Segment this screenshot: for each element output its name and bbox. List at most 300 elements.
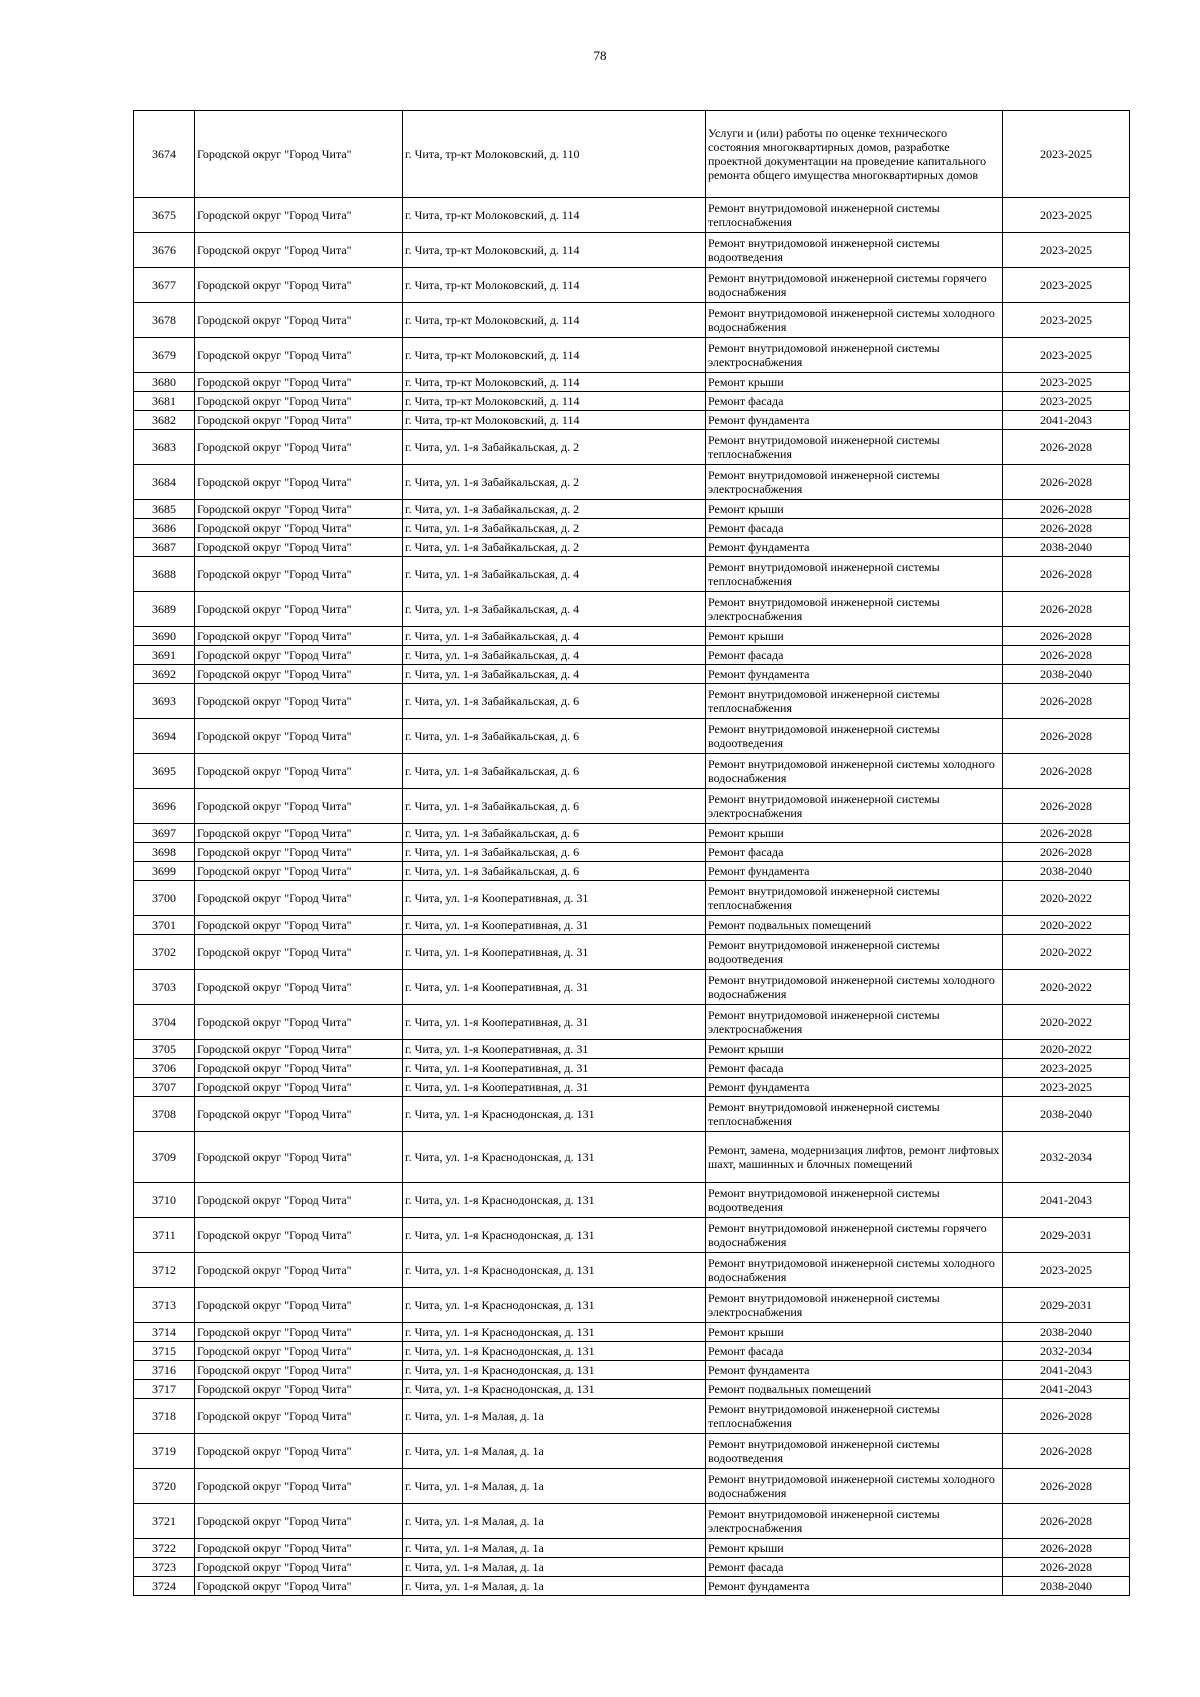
table-row (134, 519, 1130, 538)
address-cell: г. Чита, ул. 1-я Краснодонская, д. 131 (403, 1323, 706, 1342)
period-cell: 2026-2028 (1003, 1434, 1130, 1469)
municipality-cell: Городской округ "Город Чита" (195, 824, 403, 843)
work-type-cell: Ремонт фасада (706, 1059, 1003, 1078)
work-type-cell: Ремонт внутридомовой инженерной системы водоотведения (706, 1434, 1003, 1469)
row-number: 3683 (134, 430, 195, 465)
address-cell: г. Чита, ул. 1-я Кооперативная, д. 31 (403, 1059, 706, 1078)
row-number: 3704 (134, 1005, 195, 1040)
row-number: 3693 (134, 684, 195, 719)
row-number: 3711 (134, 1218, 195, 1253)
row-number: 3721 (134, 1504, 195, 1539)
work-type-cell: Ремонт фундамента (706, 862, 1003, 881)
row-number: 3706 (134, 1059, 195, 1078)
work-type-cell: Ремонт крыши (706, 1323, 1003, 1342)
work-type-cell: Ремонт фундамента (706, 1361, 1003, 1380)
period-cell: 2023-2025 (1003, 1078, 1130, 1097)
municipality-cell: Городской округ "Город Чита" (195, 1342, 403, 1361)
table-row (134, 1132, 1130, 1183)
row-number: 3714 (134, 1323, 195, 1342)
work-type-cell: Ремонт, замена, модернизация лифтов, ремонт лифтовых шахт, машинных и блочных помещений (706, 1132, 1003, 1183)
address-cell: г. Чита, ул. 1-я Малая, д. 1а (403, 1434, 706, 1469)
work-type-cell: Ремонт внутридомовой инженерной системы водоотведения (706, 1183, 1003, 1218)
period-cell: 2020-2022 (1003, 935, 1130, 970)
municipality-cell: Городской округ "Город Чита" (195, 1504, 403, 1539)
row-number: 3710 (134, 1183, 195, 1218)
table-row (134, 684, 1130, 719)
municipality-cell: Городской округ "Город Чита" (195, 719, 403, 754)
period-cell: 2026-2028 (1003, 719, 1130, 754)
address-cell: г. Чита, ул. 1-я Малая, д. 1а (403, 1577, 706, 1596)
repair-plan-body (134, 111, 1130, 1596)
municipality-cell: Городской округ "Город Чита" (195, 1558, 403, 1577)
row-number: 3718 (134, 1399, 195, 1434)
period-cell: 2041-2043 (1003, 1361, 1130, 1380)
period-cell: 2026-2028 (1003, 843, 1130, 862)
table-row (134, 1183, 1130, 1218)
work-type-cell: Ремонт внутридомовой инженерной системы электроснабжения (706, 592, 1003, 627)
address-cell: г. Чита, ул. 1-я Краснодонская, д. 131 (403, 1253, 706, 1288)
row-number: 3688 (134, 557, 195, 592)
table-row (134, 592, 1130, 627)
period-cell: 2023-2025 (1003, 338, 1130, 373)
address-cell: г. Чита, ул. 1-я Забайкальская, д. 4 (403, 627, 706, 646)
table-row (134, 233, 1130, 268)
table-row (134, 1040, 1130, 1059)
work-type-cell: Ремонт внутридомовой инженерной системы теплоснабжения (706, 1097, 1003, 1132)
address-cell: г. Чита, ул. 1-я Забайкальская, д. 4 (403, 592, 706, 627)
row-number: 3712 (134, 1253, 195, 1288)
address-cell: г. Чита, ул. 1-я Забайкальская, д. 6 (403, 684, 706, 719)
address-cell: г. Чита, ул. 1-я Краснодонская, д. 131 (403, 1288, 706, 1323)
work-type-cell: Ремонт внутридомовой инженерной системы холодного водоснабжения (706, 1253, 1003, 1288)
address-cell: г. Чита, тр-кт Молоковский, д. 114 (403, 373, 706, 392)
period-cell: 2023-2025 (1003, 303, 1130, 338)
period-cell: 2026-2028 (1003, 1504, 1130, 1539)
work-type-cell: Ремонт внутридомовой инженерной системы теплоснабжения (706, 430, 1003, 465)
table-row (134, 1288, 1130, 1323)
address-cell: г. Чита, ул. 1-я Краснодонская, д. 131 (403, 1380, 706, 1399)
municipality-cell: Городской округ "Город Чита" (195, 754, 403, 789)
municipality-cell: Городской округ "Город Чита" (195, 1059, 403, 1078)
row-number: 3681 (134, 392, 195, 411)
table-row (134, 111, 1130, 198)
address-cell: г. Чита, ул. 1-я Малая, д. 1а (403, 1469, 706, 1504)
table-row (134, 719, 1130, 754)
work-type-cell: Ремонт внутридомовой инженерной системы электроснабжения (706, 465, 1003, 500)
table-row (134, 303, 1130, 338)
period-cell: 2023-2025 (1003, 392, 1130, 411)
row-number: 3678 (134, 303, 195, 338)
table-row (134, 198, 1130, 233)
period-cell: 2026-2028 (1003, 465, 1130, 500)
period-cell: 2026-2028 (1003, 592, 1130, 627)
address-cell: г. Чита, ул. 1-я Кооперативная, д. 31 (403, 935, 706, 970)
period-cell: 2026-2028 (1003, 754, 1130, 789)
row-number: 3685 (134, 500, 195, 519)
work-type-cell: Ремонт внутридомовой инженерной системы водоотведения (706, 233, 1003, 268)
municipality-cell: Городской округ "Город Чита" (195, 411, 403, 430)
period-cell: 2020-2022 (1003, 1005, 1130, 1040)
table-row (134, 862, 1130, 881)
address-cell: г. Чита, ул. 1-я Забайкальская, д. 6 (403, 824, 706, 843)
row-number: 3676 (134, 233, 195, 268)
municipality-cell: Городской округ "Город Чита" (195, 881, 403, 916)
address-cell: г. Чита, ул. 1-я Забайкальская, д. 4 (403, 557, 706, 592)
table-row (134, 843, 1130, 862)
table-row (134, 557, 1130, 592)
row-number: 3700 (134, 881, 195, 916)
table-row (134, 1323, 1130, 1342)
table-row (134, 646, 1130, 665)
work-type-cell: Ремонт внутридомовой инженерной системы теплоснабжения (706, 557, 1003, 592)
address-cell: г. Чита, ул. 1-я Кооперативная, д. 31 (403, 881, 706, 916)
table-row (134, 392, 1130, 411)
municipality-cell: Городской округ "Город Чита" (195, 233, 403, 268)
address-cell: г. Чита, тр-кт Молоковский, д. 114 (403, 338, 706, 373)
period-cell: 2020-2022 (1003, 1040, 1130, 1059)
work-type-cell: Ремонт фундамента (706, 538, 1003, 557)
period-cell: 2026-2028 (1003, 1469, 1130, 1504)
row-number: 3709 (134, 1132, 195, 1183)
work-type-cell: Ремонт фундамента (706, 665, 1003, 684)
address-cell: г. Чита, ул. 1-я Краснодонская, д. 131 (403, 1183, 706, 1218)
row-number: 3696 (134, 789, 195, 824)
period-cell: 2023-2025 (1003, 373, 1130, 392)
municipality-cell: Городской округ "Город Чита" (195, 111, 403, 198)
address-cell: г. Чита, ул. 1-я Забайкальская, д. 2 (403, 538, 706, 557)
row-number: 3695 (134, 754, 195, 789)
municipality-cell: Городской округ "Город Чита" (195, 789, 403, 824)
table-row (134, 916, 1130, 935)
address-cell: г. Чита, ул. 1-я Малая, д. 1а (403, 1558, 706, 1577)
work-type-cell: Ремонт внутридомовой инженерной системы электроснабжения (706, 1288, 1003, 1323)
period-cell: 2026-2028 (1003, 430, 1130, 465)
table-row (134, 1059, 1130, 1078)
municipality-cell: Городской округ "Город Чита" (195, 1040, 403, 1059)
period-cell: 2023-2025 (1003, 1059, 1130, 1078)
table-row (134, 970, 1130, 1005)
table-row (134, 1078, 1130, 1097)
municipality-cell: Городской округ "Город Чита" (195, 646, 403, 665)
municipality-cell: Городской округ "Город Чита" (195, 1577, 403, 1596)
address-cell: г. Чита, ул. 1-я Кооперативная, д. 31 (403, 916, 706, 935)
table-row (134, 1577, 1130, 1596)
row-number: 3720 (134, 1469, 195, 1504)
address-cell: г. Чита, ул. 1-я Забайкальская, д. 6 (403, 719, 706, 754)
work-type-cell: Ремонт фасада (706, 392, 1003, 411)
row-number: 3689 (134, 592, 195, 627)
work-type-cell: Ремонт фасада (706, 1558, 1003, 1577)
period-cell: 2026-2028 (1003, 1558, 1130, 1577)
municipality-cell: Городской округ "Город Чита" (195, 1183, 403, 1218)
row-number: 3675 (134, 198, 195, 233)
work-type-cell: Ремонт подвальных помещений (706, 1380, 1003, 1399)
address-cell: г. Чита, тр-кт Молоковский, д. 114 (403, 198, 706, 233)
work-type-cell: Ремонт внутридомовой инженерной системы электроснабжения (706, 338, 1003, 373)
table-row (134, 338, 1130, 373)
row-number: 3677 (134, 268, 195, 303)
municipality-cell: Городской округ "Город Чита" (195, 268, 403, 303)
address-cell: г. Чита, ул. 1-я Кооперативная, д. 31 (403, 1040, 706, 1059)
municipality-cell: Городской округ "Город Чита" (195, 198, 403, 233)
row-number: 3691 (134, 646, 195, 665)
work-type-cell: Ремонт внутридомовой инженерной системы теплоснабжения (706, 1399, 1003, 1434)
period-cell: 2026-2028 (1003, 684, 1130, 719)
row-number: 3698 (134, 843, 195, 862)
work-type-cell: Ремонт внутридомовой инженерной системы теплоснабжения (706, 684, 1003, 719)
address-cell: г. Чита, ул. 1-я Малая, д. 1а (403, 1399, 706, 1434)
work-type-cell: Ремонт внутридомовой инженерной системы горячего водоснабжения (706, 1218, 1003, 1253)
municipality-cell: Городской округ "Город Чита" (195, 373, 403, 392)
period-cell: 2032-2034 (1003, 1132, 1130, 1183)
municipality-cell: Городской округ "Город Чита" (195, 519, 403, 538)
row-number: 3684 (134, 465, 195, 500)
row-number: 3715 (134, 1342, 195, 1361)
period-cell: 2023-2025 (1003, 1253, 1130, 1288)
table-row (134, 465, 1130, 500)
work-type-cell: Ремонт внутридомовой инженерной системы холодного водоснабжения (706, 970, 1003, 1005)
municipality-cell: Городской округ "Город Чита" (195, 1097, 403, 1132)
period-cell: 2029-2031 (1003, 1288, 1130, 1323)
municipality-cell: Городской округ "Город Чита" (195, 538, 403, 557)
work-type-cell: Ремонт крыши (706, 500, 1003, 519)
address-cell: г. Чита, ул. 1-я Забайкальская, д. 6 (403, 843, 706, 862)
period-cell: 2023-2025 (1003, 233, 1130, 268)
table-row (134, 1469, 1130, 1504)
period-cell: 2032-2034 (1003, 1342, 1130, 1361)
address-cell: г. Чита, ул. 1-я Малая, д. 1а (403, 1504, 706, 1539)
municipality-cell: Городской округ "Город Чита" (195, 970, 403, 1005)
address-cell: г. Чита, ул. 1-я Малая, д. 1а (403, 1539, 706, 1558)
row-number: 3674 (134, 111, 195, 198)
address-cell: г. Чита, ул. 1-я Краснодонская, д. 131 (403, 1097, 706, 1132)
address-cell: г. Чита, ул. 1-я Забайкальская, д. 6 (403, 754, 706, 789)
table-row (134, 373, 1130, 392)
period-cell: 2026-2028 (1003, 789, 1130, 824)
municipality-cell: Городской округ "Город Чита" (195, 1218, 403, 1253)
address-cell: г. Чита, ул. 1-я Кооперативная, д. 31 (403, 1078, 706, 1097)
municipality-cell: Городской округ "Город Чита" (195, 916, 403, 935)
municipality-cell: Городской округ "Город Чита" (195, 684, 403, 719)
address-cell: г. Чита, ул. 1-я Забайкальская, д. 2 (403, 519, 706, 538)
table-row (134, 430, 1130, 465)
work-type-cell: Ремонт внутридомовой инженерной системы электроснабжения (706, 1005, 1003, 1040)
table-row (134, 1399, 1130, 1434)
work-type-cell: Ремонт крыши (706, 1539, 1003, 1558)
table-row (134, 268, 1130, 303)
municipality-cell: Городской округ "Город Чита" (195, 557, 403, 592)
period-cell: 2038-2040 (1003, 665, 1130, 684)
address-cell: г. Чита, ул. 1-я Краснодонская, д. 131 (403, 1361, 706, 1380)
table-row (134, 1380, 1130, 1399)
repair-plan-table (133, 110, 1130, 1596)
period-cell: 2026-2028 (1003, 557, 1130, 592)
address-cell: г. Чита, ул. 1-я Кооперативная, д. 31 (403, 970, 706, 1005)
municipality-cell: Городской округ "Город Чита" (195, 1323, 403, 1342)
period-cell: 2041-2043 (1003, 1380, 1130, 1399)
row-number: 3690 (134, 627, 195, 646)
municipality-cell: Городской округ "Город Чита" (195, 1288, 403, 1323)
row-number: 3717 (134, 1380, 195, 1399)
municipality-cell: Городской округ "Город Чита" (195, 1005, 403, 1040)
municipality-cell: Городской округ "Город Чита" (195, 843, 403, 862)
address-cell: г. Чита, ул. 1-я Забайкальская, д. 4 (403, 646, 706, 665)
period-cell: 2026-2028 (1003, 519, 1130, 538)
municipality-cell: Городской округ "Город Чита" (195, 1434, 403, 1469)
row-number: 3723 (134, 1558, 195, 1577)
row-number: 3708 (134, 1097, 195, 1132)
table-row (134, 1218, 1130, 1253)
address-cell: г. Чита, ул. 1-я Краснодонская, д. 131 (403, 1342, 706, 1361)
address-cell: г. Чита, тр-кт Молоковский, д. 114 (403, 233, 706, 268)
address-cell: г. Чита, ул. 1-я Забайкальская, д. 6 (403, 789, 706, 824)
work-type-cell: Ремонт фундамента (706, 1078, 1003, 1097)
work-type-cell: Ремонт внутридомовой инженерной системы электроснабжения (706, 1504, 1003, 1539)
work-type-cell: Ремонт внутридомовой инженерной системы холодного водоснабжения (706, 754, 1003, 789)
period-cell: 2020-2022 (1003, 970, 1130, 1005)
municipality-cell: Городской округ "Город Чита" (195, 338, 403, 373)
row-number: 3699 (134, 862, 195, 881)
work-type-cell: Ремонт фасада (706, 646, 1003, 665)
row-number: 3687 (134, 538, 195, 557)
row-number: 3701 (134, 916, 195, 935)
table-row (134, 538, 1130, 557)
work-type-cell: Ремонт крыши (706, 627, 1003, 646)
work-type-cell: Услуги и (или) работы по оценке технического состояния многоквартирных домов, разработке проектной документации на проведение капитального ремонта общего имущества многоквартирных домов (706, 111, 1003, 198)
municipality-cell: Городской округ "Город Чита" (195, 1380, 403, 1399)
table-row (134, 824, 1130, 843)
work-type-cell: Ремонт крыши (706, 824, 1003, 843)
row-number: 3705 (134, 1040, 195, 1059)
municipality-cell: Городской округ "Город Чита" (195, 1253, 403, 1288)
table-row (134, 789, 1130, 824)
period-cell: 2038-2040 (1003, 1577, 1130, 1596)
work-type-cell: Ремонт внутридомовой инженерной системы горячего водоснабжения (706, 268, 1003, 303)
period-cell: 2023-2025 (1003, 111, 1130, 198)
table-row (134, 627, 1130, 646)
work-type-cell: Ремонт внутридомовой инженерной системы холодного водоснабжения (706, 1469, 1003, 1504)
work-type-cell: Ремонт внутридомовой инженерной системы водоотведения (706, 935, 1003, 970)
period-cell: 2026-2028 (1003, 1399, 1130, 1434)
period-cell: 2038-2040 (1003, 1323, 1130, 1342)
address-cell: г. Чита, тр-кт Молоковский, д. 114 (403, 268, 706, 303)
row-number: 3686 (134, 519, 195, 538)
row-number: 3703 (134, 970, 195, 1005)
address-cell: г. Чита, тр-кт Молоковский, д. 114 (403, 392, 706, 411)
row-number: 3722 (134, 1539, 195, 1558)
municipality-cell: Городской округ "Город Чита" (195, 592, 403, 627)
period-cell: 2020-2022 (1003, 916, 1130, 935)
table-row (134, 500, 1130, 519)
work-type-cell: Ремонт внутридомовой инженерной системы водоотведения (706, 719, 1003, 754)
period-cell: 2041-2043 (1003, 1183, 1130, 1218)
work-type-cell: Ремонт внутридомовой инженерной системы холодного водоснабжения (706, 303, 1003, 338)
period-cell: 2023-2025 (1003, 268, 1130, 303)
work-type-cell: Ремонт фундамента (706, 1577, 1003, 1596)
address-cell: г. Чита, тр-кт Молоковский, д. 114 (403, 303, 706, 338)
table-row (134, 411, 1130, 430)
table-row (134, 1005, 1130, 1040)
address-cell: г. Чита, ул. 1-я Забайкальская, д. 2 (403, 500, 706, 519)
municipality-cell: Городской округ "Город Чита" (195, 1539, 403, 1558)
address-cell: г. Чита, тр-кт Молоковский, д. 110 (403, 111, 706, 198)
municipality-cell: Городской округ "Город Чита" (195, 665, 403, 684)
address-cell: г. Чита, ул. 1-я Краснодонская, д. 131 (403, 1218, 706, 1253)
period-cell: 2026-2028 (1003, 646, 1130, 665)
row-number: 3707 (134, 1078, 195, 1097)
address-cell: г. Чита, ул. 1-я Кооперативная, д. 31 (403, 1005, 706, 1040)
municipality-cell: Городской округ "Город Чита" (195, 430, 403, 465)
work-type-cell: Ремонт подвальных помещений (706, 916, 1003, 935)
address-cell: г. Чита, ул. 1-я Забайкальская, д. 2 (403, 430, 706, 465)
row-number: 3679 (134, 338, 195, 373)
work-type-cell: Ремонт фасада (706, 519, 1003, 538)
row-number: 3697 (134, 824, 195, 843)
period-cell: 2038-2040 (1003, 538, 1130, 557)
work-type-cell: Ремонт фасада (706, 843, 1003, 862)
row-number: 3694 (134, 719, 195, 754)
row-number: 3719 (134, 1434, 195, 1469)
row-number: 3724 (134, 1577, 195, 1596)
municipality-cell: Городской округ "Город Чита" (195, 935, 403, 970)
address-cell: г. Чита, тр-кт Молоковский, д. 114 (403, 411, 706, 430)
municipality-cell: Городской округ "Город Чита" (195, 1361, 403, 1380)
row-number: 3713 (134, 1288, 195, 1323)
municipality-cell: Городской округ "Город Чита" (195, 1469, 403, 1504)
table-row (134, 935, 1130, 970)
period-cell: 2038-2040 (1003, 1097, 1130, 1132)
period-cell: 2026-2028 (1003, 824, 1130, 843)
row-number: 3692 (134, 665, 195, 684)
table-row (134, 1504, 1130, 1539)
municipality-cell: Городской округ "Город Чита" (195, 1399, 403, 1434)
municipality-cell: Городской округ "Город Чита" (195, 627, 403, 646)
row-number: 3682 (134, 411, 195, 430)
page-number: 78 (593, 48, 607, 63)
table-row (134, 1097, 1130, 1132)
work-type-cell: Ремонт фасада (706, 1342, 1003, 1361)
period-cell: 2026-2028 (1003, 1539, 1130, 1558)
municipality-cell: Городской округ "Город Чита" (195, 465, 403, 500)
work-type-cell: Ремонт фундамента (706, 411, 1003, 430)
municipality-cell: Городской округ "Город Чита" (195, 303, 403, 338)
work-type-cell: Ремонт внутридомовой инженерной системы теплоснабжения (706, 881, 1003, 916)
work-type-cell: Ремонт крыши (706, 1040, 1003, 1059)
table-row (134, 1434, 1130, 1469)
period-cell: 2038-2040 (1003, 862, 1130, 881)
period-cell: 2026-2028 (1003, 500, 1130, 519)
work-type-cell: Ремонт крыши (706, 373, 1003, 392)
address-cell: г. Чита, ул. 1-я Краснодонская, д. 131 (403, 1132, 706, 1183)
table-row (134, 1558, 1130, 1577)
address-cell: г. Чита, ул. 1-я Забайкальская, д. 6 (403, 862, 706, 881)
period-cell: 2029-2031 (1003, 1218, 1130, 1253)
table-row (134, 1361, 1130, 1380)
municipality-cell: Городской округ "Город Чита" (195, 862, 403, 881)
table-row (134, 881, 1130, 916)
address-cell: г. Чита, ул. 1-я Забайкальская, д. 4 (403, 665, 706, 684)
row-number: 3716 (134, 1361, 195, 1380)
municipality-cell: Городской округ "Город Чита" (195, 392, 403, 411)
municipality-cell: Городской округ "Город Чита" (195, 1078, 403, 1097)
address-cell: г. Чита, ул. 1-я Забайкальская, д. 2 (403, 465, 706, 500)
row-number: 3680 (134, 373, 195, 392)
table-row (134, 1342, 1130, 1361)
period-cell: 2041-2043 (1003, 411, 1130, 430)
period-cell: 2020-2022 (1003, 881, 1130, 916)
row-number: 3702 (134, 935, 195, 970)
period-cell: 2023-2025 (1003, 198, 1130, 233)
